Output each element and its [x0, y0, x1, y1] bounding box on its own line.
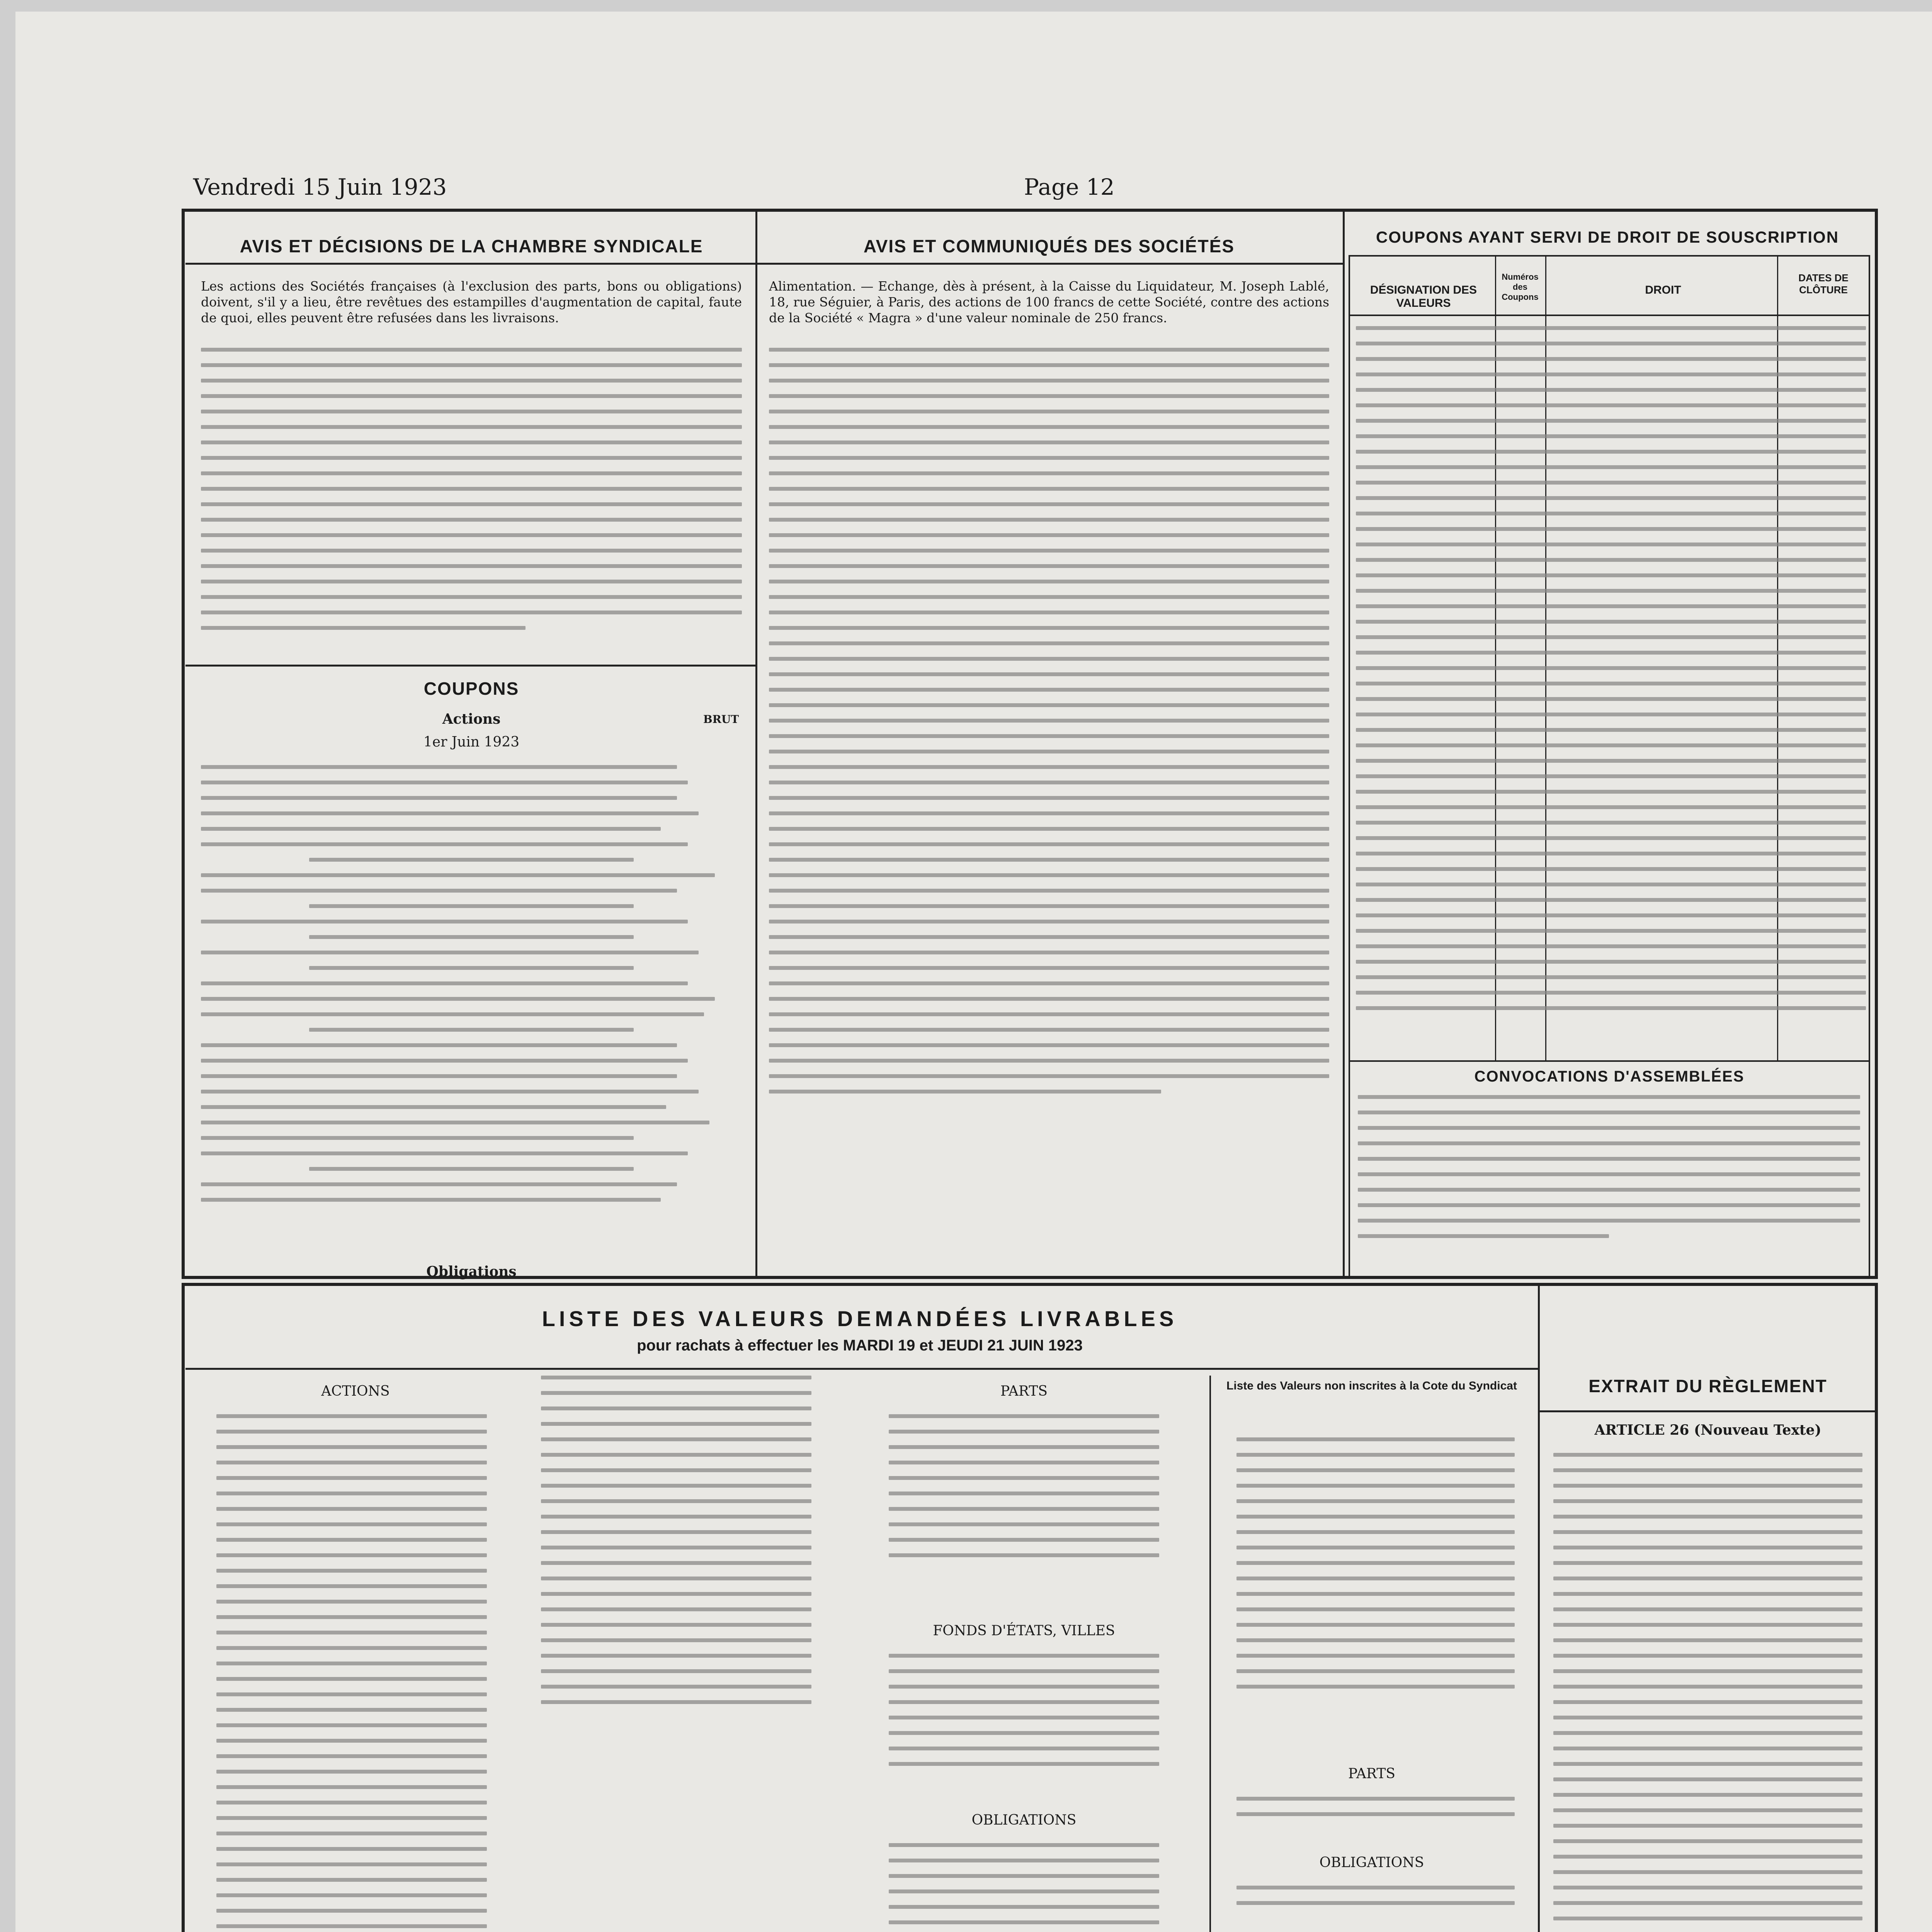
valeurs-livrables-subtitle: pour rachats à effectuer les MARDI 19 et JEUDI 21 JUIN 1923: [637, 1337, 1083, 1354]
obligations-heading-2: OBLIGATIONS: [1319, 1855, 1424, 1871]
fonds-etats-list: [889, 1654, 1159, 1777]
rule: [1350, 1060, 1869, 1062]
avis-societes-first: Alimentation. — Echange, dès à présent, à la Caisse du Liquidateur, M. Joseph Lablé, 18, rue Séguier, à Paris, des actions de 100 francs de cette Société, contre des actions de la Société « Magra » d'une valeur nominale de 250 francs.: [769, 279, 1329, 325]
parts-heading-2: PARTS: [1348, 1766, 1396, 1782]
non-inscrites-list: [1236, 1437, 1515, 1700]
header-date: Vendredi 15 Juin 1923: [193, 174, 447, 200]
rule: [185, 1368, 1538, 1370]
column-rule: [755, 209, 757, 1279]
parts-heading: PARTS: [1000, 1383, 1048, 1399]
actions-list-heading: ACTIONS: [321, 1383, 390, 1399]
column-rule: [1538, 1283, 1540, 1932]
convocations-title: CONVOCATIONS D'ASSEMBLÉES: [1474, 1068, 1745, 1085]
coupons-souscription-rows: [1356, 326, 1866, 1022]
rule: [1540, 1410, 1876, 1412]
rule: [757, 263, 1343, 265]
actions-list-col1: [216, 1414, 487, 1932]
actions-heading: Actions: [442, 711, 501, 727]
convocations-text: [1358, 1095, 1860, 1250]
brut-heading: BRUT: [703, 713, 739, 726]
rule: [185, 665, 755, 667]
avis-societes-title: AVIS ET COMMUNIQUÉS DES SOCIÉTÉS: [863, 236, 1235, 256]
obligations-list-2: [1236, 1886, 1515, 1917]
coupons-souscription-title: COUPONS AYANT SERVI DE DROIT DE SOUSCRIPTION: [1376, 228, 1839, 246]
coupons-actions-list: [201, 765, 742, 1213]
th-dates: DATES DE CLÔTURE: [1798, 272, 1849, 296]
non-inscrites-heading: Liste des Valeurs non inscrites à la Cote du Syndicat: [1226, 1379, 1517, 1392]
valeurs-livrables-title: LISTE DES VALEURS DEMANDÉES LIVRABLES: [542, 1306, 1178, 1331]
obligations-list-heading: OBLIGATIONS: [971, 1812, 1077, 1828]
page-header: [193, 166, 1874, 209]
column-rule: [1343, 209, 1345, 1279]
extrait-reglement-title: EXTRAIT DU RÈGLEMENT: [1588, 1376, 1827, 1396]
coupons-title: COUPONS: [423, 679, 519, 699]
obligations-list: [889, 1843, 1159, 1932]
parts-list-2: [1236, 1797, 1515, 1828]
coupons-souscription-table: [1349, 255, 1870, 1279]
parts-list: [889, 1414, 1159, 1569]
chambre-syndicale-title: AVIS ET DÉCISIONS DE LA CHAMBRE SYNDICALE: [240, 236, 703, 256]
th-numeros: Numéros des Coupons: [1502, 272, 1539, 302]
th-designation: DÉSIGNATION DES VALEURS: [1370, 284, 1477, 310]
th-droit: DROIT: [1645, 284, 1681, 296]
article-26-title: ARTICLE 26 (Nouveau Texte): [1594, 1422, 1821, 1438]
chambre-syndicale-intro: Les actions des Sociétés françaises (à l'exclusion des parts, bons ou obligations) doivent, s'il y a lieu, être revêtues des estampilles d'augmentation de capital, faute de quoi, elles peuvent être refusées dans les livraisons.: [201, 279, 742, 325]
fonds-etats-heading: FONDS D'ÉTATS, VILLES: [933, 1623, 1115, 1639]
header-page: Page 12: [1024, 174, 1115, 200]
chambre-syndicale-text: [201, 348, 742, 641]
obligations-heading: Obligations: [426, 1264, 517, 1280]
actions-list-col2: [541, 1376, 811, 1716]
date-1-juin: 1er Juin 1923: [423, 734, 520, 750]
rule: [185, 263, 755, 265]
rule: [1350, 315, 1869, 316]
article-26-text: [1553, 1453, 1862, 1932]
avis-societes-text: [769, 348, 1329, 1105]
column-rule: [1209, 1376, 1211, 1932]
